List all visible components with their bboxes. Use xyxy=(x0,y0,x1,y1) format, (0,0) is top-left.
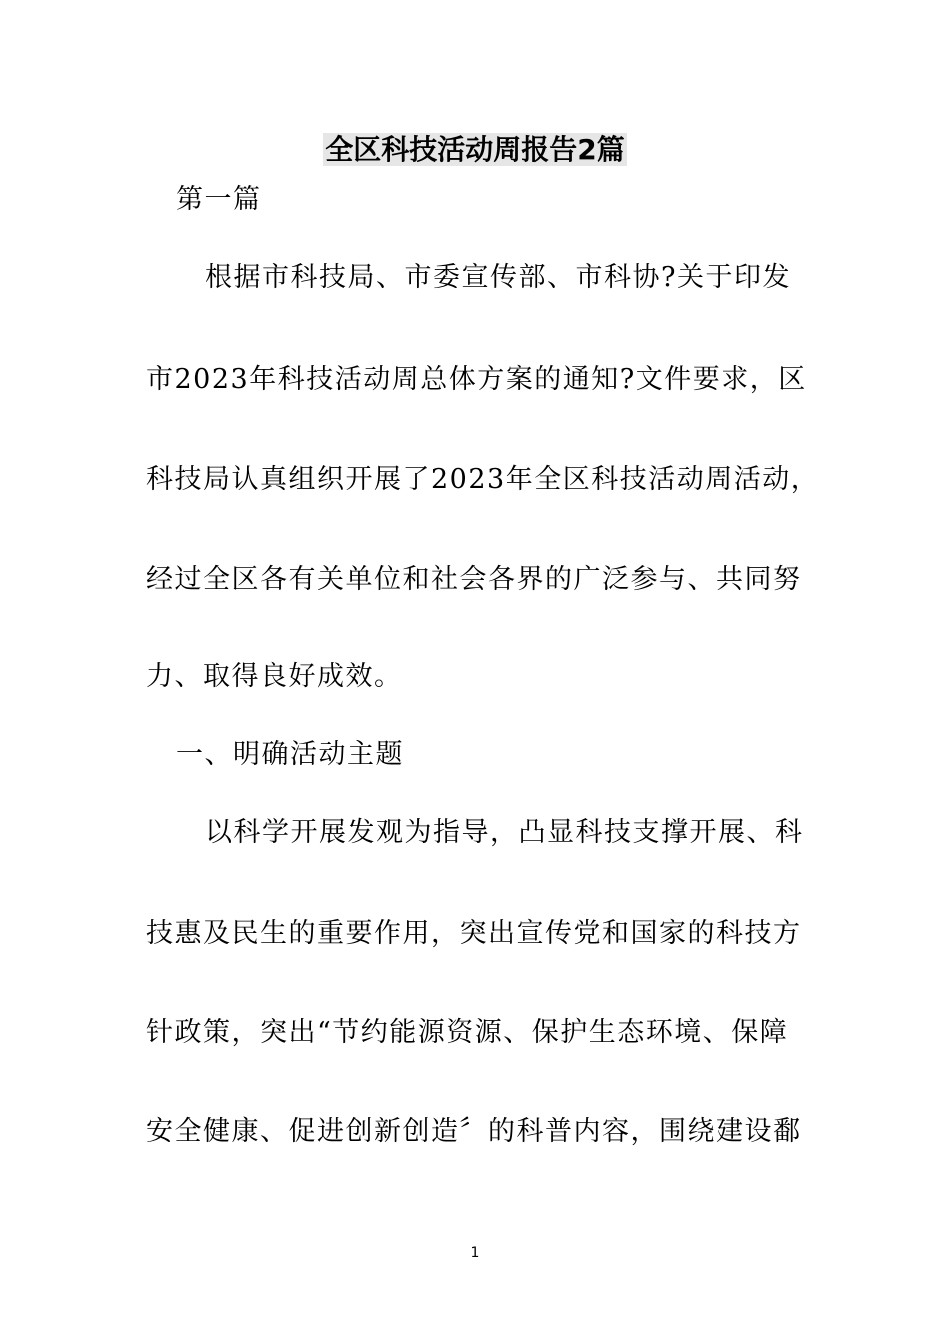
paragraph-line: 力、取得良好成效。 xyxy=(146,661,403,692)
document-title-text: 全区科技活动周报告2篇 xyxy=(325,133,625,166)
paragraph-line: 安全健康、促进创新创造〞的科普内容，围绕建设鄱 xyxy=(146,1116,802,1147)
paragraph-line: 根据市科技局、市委宣传部、市科协?关于印发 xyxy=(205,262,791,293)
document-title xyxy=(0,128,950,172)
section-label: 第一篇 xyxy=(176,184,262,215)
paragraph-line: 针政策，突出“节约能源资源、保护生态环境、保障 xyxy=(146,1017,789,1048)
paragraph-line: 科技局认真组织开展了2023年全区科技活动周活动， xyxy=(146,464,820,495)
paragraph-line: 经过全区各有关单位和社会各界的广泛参与、共同努 xyxy=(146,564,802,595)
section-heading: 一、明确活动主题 xyxy=(176,739,404,770)
paragraph-line: 以科学开展发观为指导，凸显科技支撑开展、科 xyxy=(205,817,804,848)
paragraph-line: 技惠及民生的重要作用，突出宣传党和国家的科技方 xyxy=(146,918,802,949)
paragraph-line: 市2023年科技活动周总体方案的通知?文件要求，区 xyxy=(146,364,807,395)
page-number: 1 xyxy=(470,1245,480,1261)
